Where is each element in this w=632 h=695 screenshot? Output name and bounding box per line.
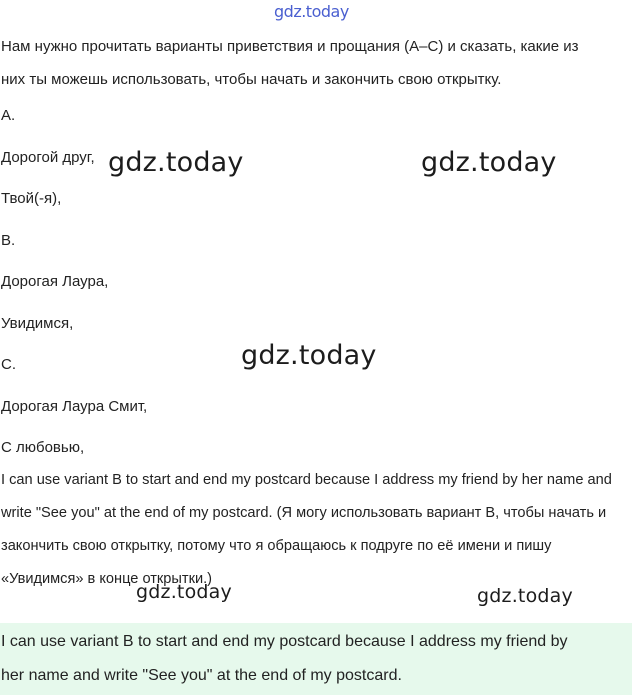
watermark: gdz.today <box>136 581 232 603</box>
variant-b-closing: Увидимся, <box>1 314 74 332</box>
variant-a-closing: Твой(-я), <box>1 190 62 207</box>
task-instruction: Нам нужно прочитать варианты приветствия и прощания (A–C) и сказать, какие из них ты можешь использовать, чтобы начать и закончить свою открытку. <box>1 38 579 88</box>
variant-a-letter: A. <box>1 107 16 124</box>
site-logo[interactable]: gdz.today <box>274 2 349 21</box>
variant-b-letter: B. <box>1 231 16 249</box>
variant-c-greeting: Дорогая Лаура Смит, <box>1 397 148 415</box>
variant-a-greeting: Дорогой друг, <box>1 148 95 166</box>
solution-content <box>0 30 632 596</box>
variant-c-letter: C. <box>1 356 16 373</box>
watermark: gdz.today <box>108 147 244 178</box>
watermark: gdz.today <box>421 147 557 178</box>
variant-c-closing: С любовью, <box>1 439 85 456</box>
watermark: gdz.today <box>241 340 377 371</box>
explanation-text: I can use variant B to start and end my postcard because I address my friend by her name and write "See you" at the end of my postcard. (Я могу использовать вариант B, чтобы начать и закончить свою открытку, потому что я обращаюсь к подруге по её имени и пишу «Увидимся» в конце открытки.) <box>1 472 612 587</box>
answer-text: I can use variant B to start and end my postcard because I address my friend by her name and write "See you" at the end of my postcard. <box>1 633 568 684</box>
variant-b-greeting: Дорогая Лаура, <box>1 273 109 290</box>
answer-highlight <box>0 623 632 695</box>
watermark: gdz.today <box>477 585 573 607</box>
